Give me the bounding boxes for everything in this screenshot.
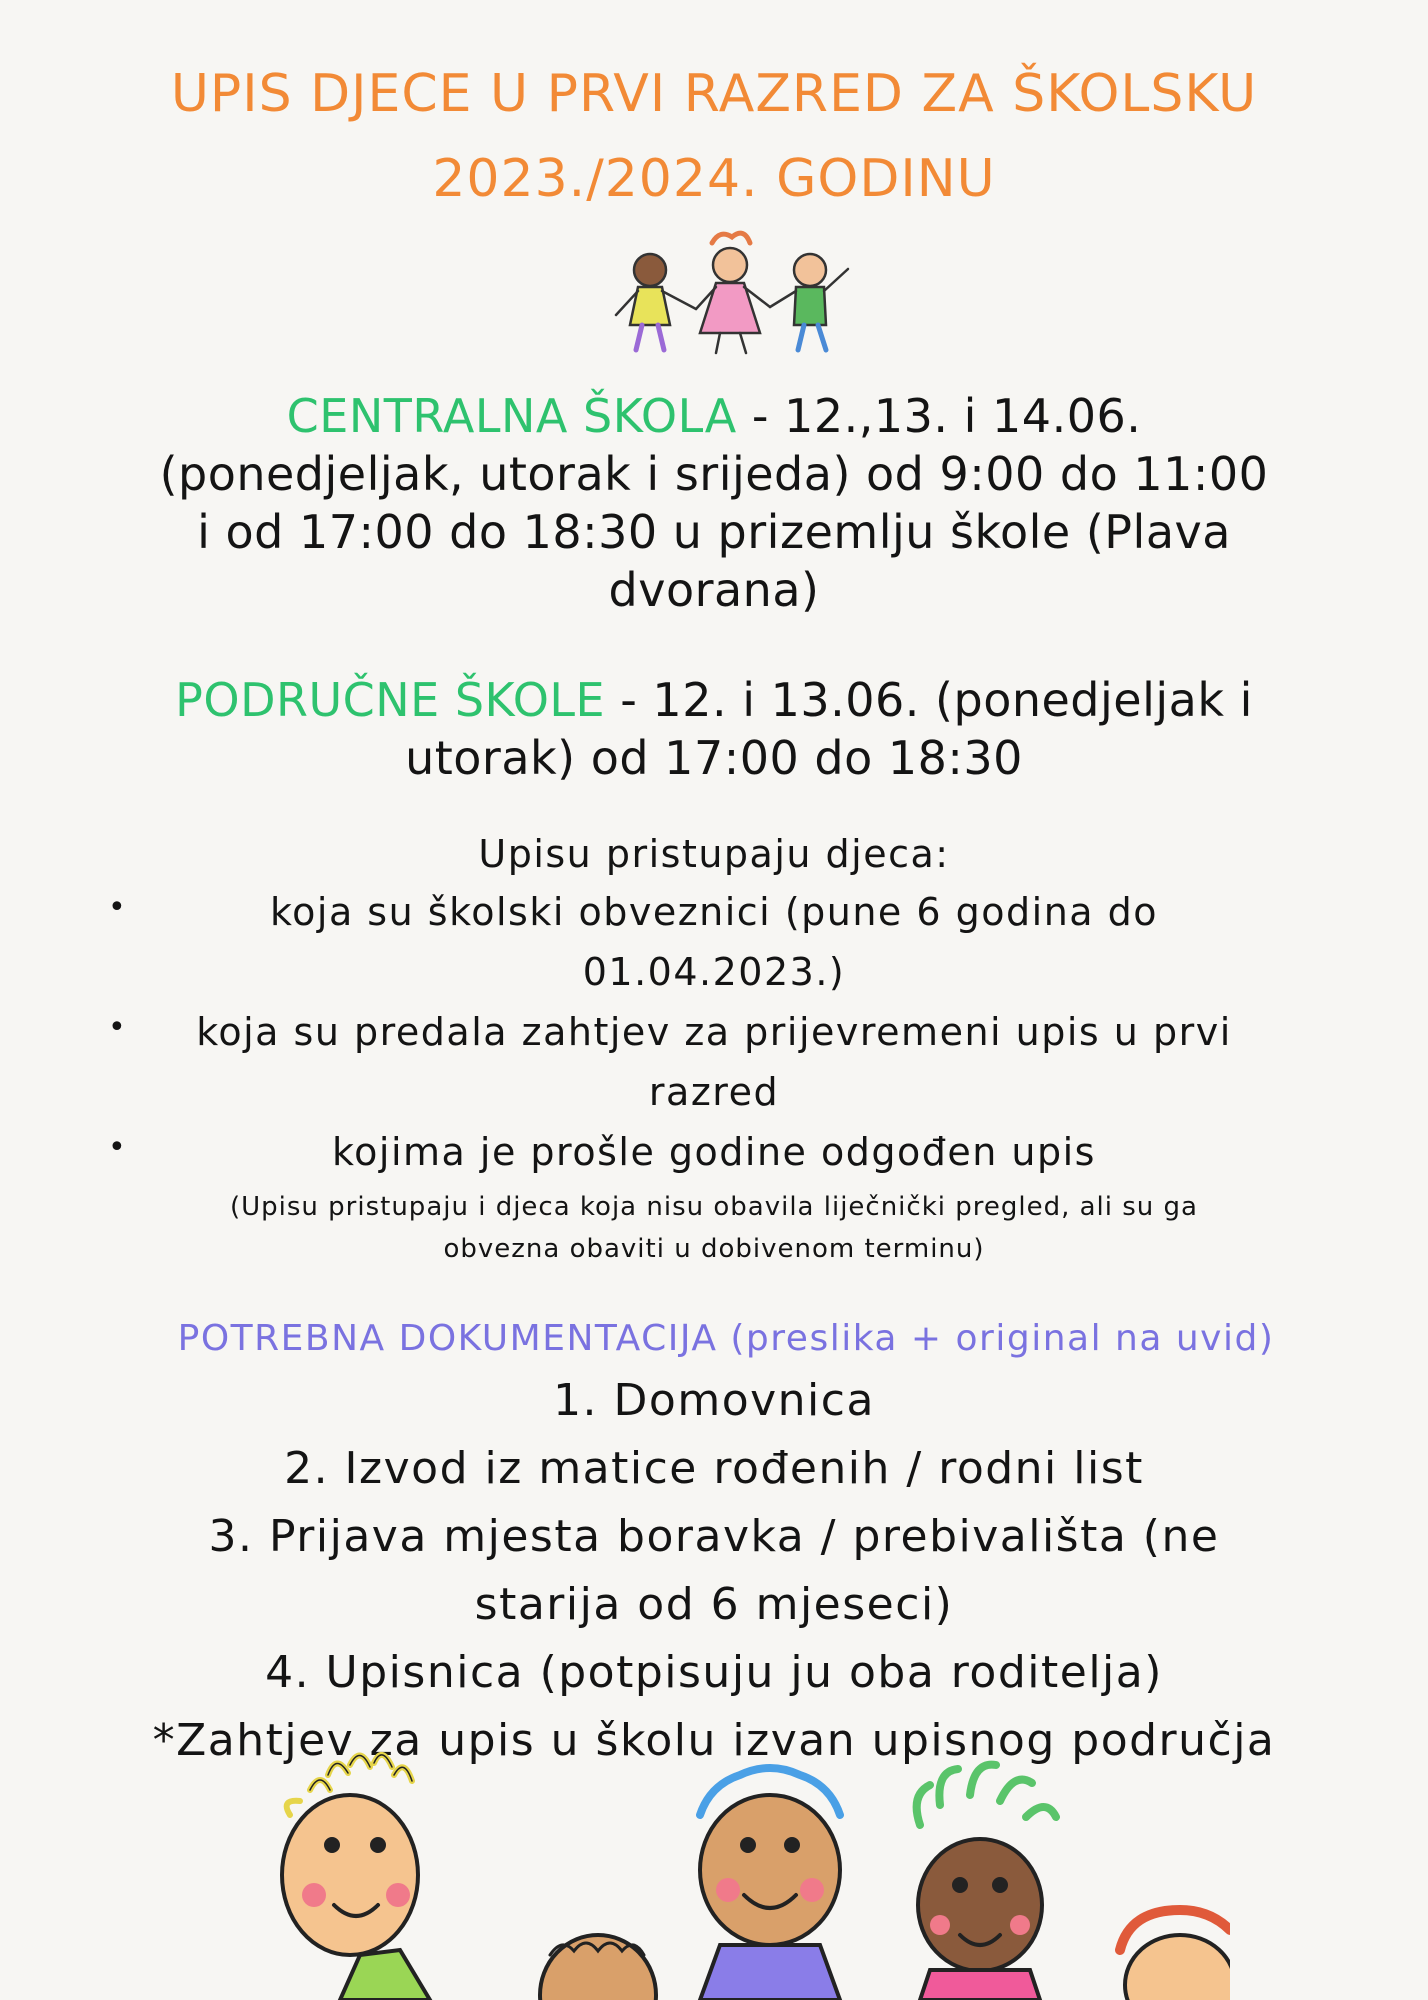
bullet-icon: • <box>108 1010 126 1045</box>
bullet-icon: • <box>108 1130 126 1165</box>
regional-schools-label: PODRUČNE ŠKOLE <box>175 673 606 727</box>
eligibility-item1-line2: 01.04.2023.) <box>582 950 846 994</box>
central-school-line1 <box>0 388 1428 444</box>
documents-item4: 4. Upisnica (potpisuju ju oba roditelja) <box>265 1647 1163 1698</box>
eligibility-note-line1: (Upisu pristupaju i djeca koja nisu obavila liječnički pregled, ali su ga <box>229 1192 1198 1222</box>
kids-faces-illustration <box>270 1745 1230 2000</box>
regional-schools-dates: - 12. i 13.06. (ponedjeljak i <box>605 673 1253 727</box>
eligibility-item2-line2: razred <box>648 1070 780 1114</box>
eligibility-item3: kojima je prošle godine odgođen upis <box>332 1130 1096 1174</box>
documents-item3-line2: starija od 6 mjeseci) <box>474 1579 954 1630</box>
regional-schools-line2: utorak) od 17:00 do 18:30 <box>405 731 1023 785</box>
regional-schools-line1 <box>0 672 1428 728</box>
eligibility-item2-line1: koja su predala zahtjev za prijevremeni upis u prvi <box>196 1010 1232 1054</box>
eligibility-heading: Upisu pristupaju djeca: <box>478 832 950 876</box>
documents-item2: 2. Izvod iz matice rođenih / rodni list <box>284 1443 1144 1494</box>
central-school-line3: i od 17:00 do 18:30 u prizemlju škole (Plava <box>197 505 1231 559</box>
documents-item5: *Zahtjev za upis u školu izvan upisnog područja <box>152 1715 1276 1766</box>
central-school-dates: - 12.,13. i 14.06. <box>736 389 1142 443</box>
bullet-icon: • <box>108 890 126 925</box>
documents-item1: 1. Domovnica <box>553 1375 875 1426</box>
central-school-line4: dvorana) <box>608 563 820 617</box>
page-title-line1: UPIS DJECE U PRVI RAZRED ZA ŠKOLSKU <box>170 64 1258 124</box>
central-school-label: CENTRALNA ŠKOLA <box>286 389 737 443</box>
eligibility-note-line2: obvezna obaviti u dobivenom terminu) <box>443 1234 985 1264</box>
documents-item3-line1: 3. Prijava mjesta boravka / prebivališta (ne <box>208 1511 1220 1562</box>
kids-holding-hands-illustration <box>600 225 860 355</box>
eligibility-item1-line1: koja su školski obveznici (pune 6 godina do <box>269 890 1159 934</box>
central-school-line2: (ponedjeljak, utorak i srijeda) od 9:00 do 11:00 <box>159 447 1269 501</box>
documents-heading: POTREBNA DOKUMENTACIJA (preslika + original na uvid) <box>177 1318 1275 1359</box>
page-title-line2: 2023./2024. GODINU <box>432 149 996 209</box>
